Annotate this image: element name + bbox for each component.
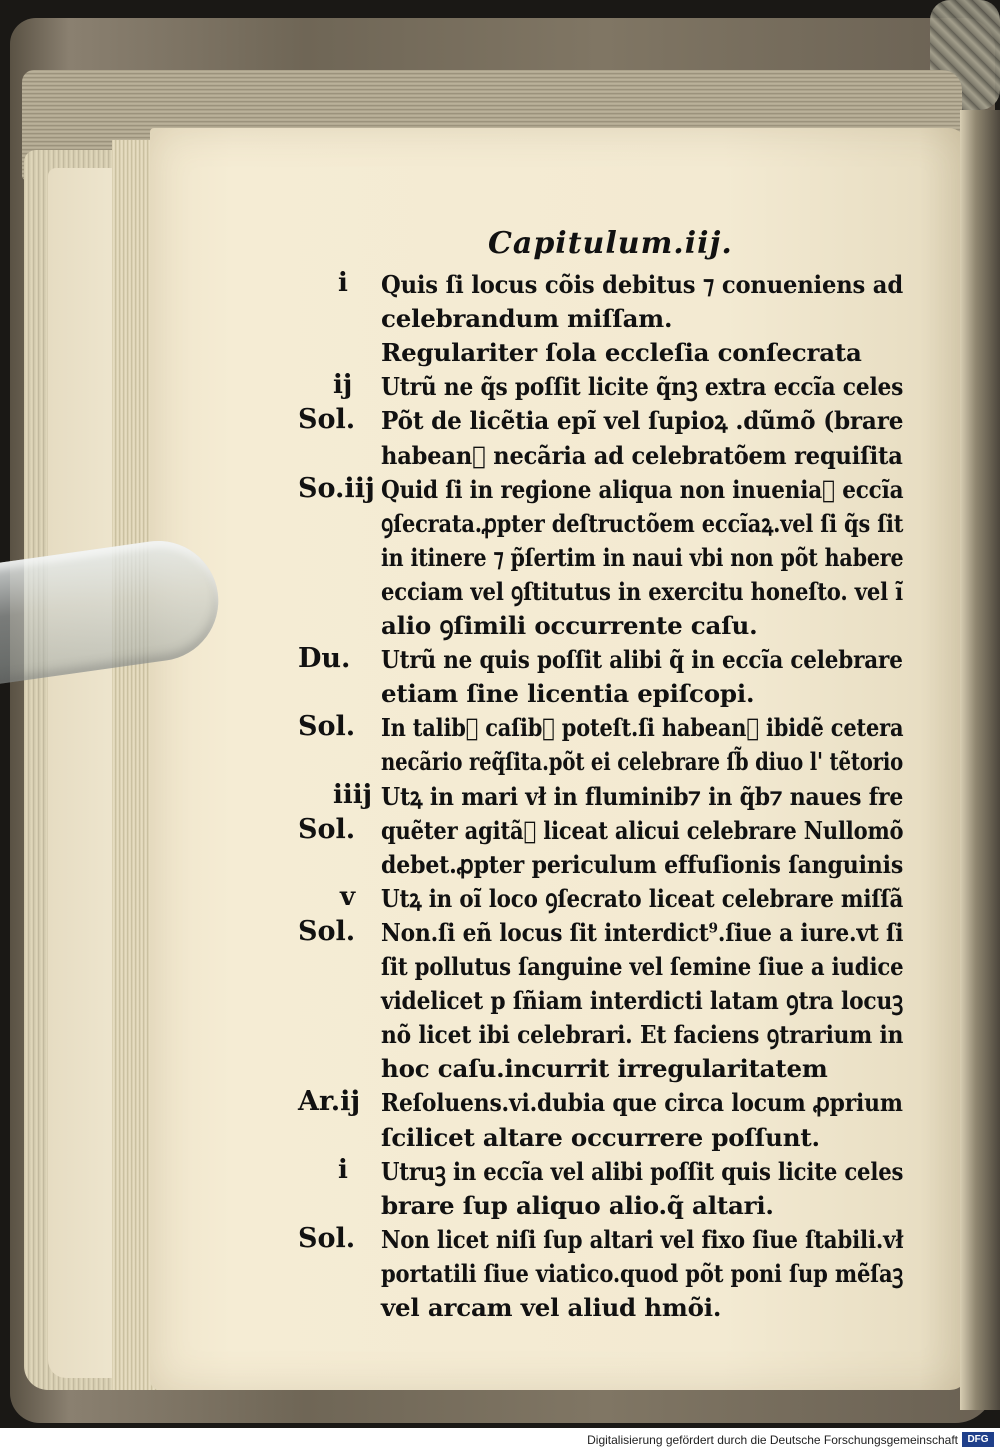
- text-line: Non licet niſi ſup altari vel fixo ſiue ſtabili.vł: [381, 1224, 904, 1254]
- text-line: etiam ſine licentia epiſcopi.: [381, 679, 755, 709]
- margin-marker: Du.: [298, 643, 351, 675]
- text-line: debet.ꝓpter periculum effuſionis ſanguinis: [381, 849, 904, 879]
- margin-marker: Ar.ij: [298, 1086, 361, 1118]
- text-line: ecciam vel ꝯſtitutus in exercitu honeſto. vel ĩ: [381, 576, 904, 606]
- text-line: habeanᷓ necãria ad celebratõem requiſita: [381, 440, 903, 470]
- funding-credit: Digitalisierung gefördert durch die Deutsche Forschungsgemeinschaft: [587, 1433, 958, 1447]
- margin-marker: i: [338, 268, 348, 298]
- text-line: in itinere ⁊ p̃ſertim in naui vbi non põt habere: [381, 542, 904, 572]
- text-line: videlicet p ſñiam interdicti latam ꝯtra locuꝫ: [381, 986, 904, 1016]
- margin-marker: Sol.: [298, 915, 356, 947]
- text-line: vel arcam vel aliud hmõi.: [381, 1293, 722, 1322]
- text-line: hoc caſu.incurrit irregularitatem: [381, 1054, 828, 1084]
- text-line: ꝯſecrata.ꝓpter deſtructõem eccĩaꝝ.vel ſi q̃s ſit: [381, 508, 904, 538]
- text-line: Utꝝ in mari vł in fluminib⁊ in q̃b⁊ naues fre: [381, 781, 904, 811]
- text-line: necãrio req̃ſita.põt ei celebrare ſb̃ diuo l' tẽtorio: [381, 747, 904, 777]
- text-line: Reſoluens.vi.dubia que circa locum ꝓprium: [381, 1088, 903, 1118]
- text-line: ſcilicet altare occurrere poſſunt.: [381, 1122, 820, 1152]
- text-line: ſit pollutus ſanguine vel ſemine ſiue a iudice: [381, 952, 904, 981]
- text-line: Põt de licẽtia epĩ vel ſupioꝝ .dũmõ (brare: [381, 406, 904, 436]
- margin-marker: So.iij: [298, 472, 375, 504]
- text-line: celebrandum miſſam.: [381, 304, 673, 334]
- margin-marker: Sol.: [298, 813, 356, 845]
- margin-marker: Sol.: [298, 404, 356, 436]
- text-line: quẽter agitãᷓ liceat alicui celebrare Nullomõ: [381, 815, 904, 845]
- margin-marker: v: [340, 881, 356, 912]
- chapter-title: Capitulum.iij.: [488, 226, 733, 261]
- margin-marker: Sol.: [298, 711, 356, 743]
- text-line: Utruꝫ in eccĩa vel alibi poſſit quis licite celes: [381, 1156, 904, 1186]
- text-line: brare ſup aliquo alio.q̃ altari.: [381, 1190, 774, 1220]
- text-line: Utꝝ in oĩ loco ꝯſecrato liceat celebrare miſſã: [381, 883, 904, 913]
- margin-marker: iiij: [333, 779, 373, 810]
- text-line: Quis ſi locus cõis debitus ⁊ conueniens ad: [381, 270, 903, 299]
- text-line: Non.ſi eñ locus ſit interdict⁹.ſiue a iure.vt ſi: [381, 917, 904, 947]
- text-line: Regulariter ſola eccleſia conſecrata: [381, 338, 862, 368]
- margin-marker: Sol.: [298, 1222, 356, 1254]
- margin-marker: i: [338, 1154, 348, 1185]
- text-line: Utrũ ne quis poſſit alibi q̃ in eccĩa celebrare: [381, 645, 903, 675]
- text-line: alio ꝯſimili occurrente caſu.: [381, 611, 758, 640]
- text-line: In talib⁊ caſib⁊ poteſt.ſi habeanᷓ ibidẽ cetera: [381, 713, 904, 743]
- margin-marker: ij: [333, 370, 353, 401]
- dfg-logo: DFG: [962, 1432, 994, 1447]
- text-line: nõ licet ibi celebrari. Et faciens ꝯtrarium in: [381, 1020, 904, 1050]
- footer-bar: [0, 1428, 1000, 1452]
- text-line: Utrũ ne q̃s poſſit licite q̃nꝫ extra eccĩa celes: [381, 372, 904, 402]
- text-line: portatili ſiue viatico.quod põt poni ſup mẽſaꝫ: [381, 1258, 904, 1288]
- text-line: Quid ſi in regione aliqua non inueniaᷓ eccĩa: [381, 474, 904, 504]
- text-row: [0, 1291, 1000, 1331]
